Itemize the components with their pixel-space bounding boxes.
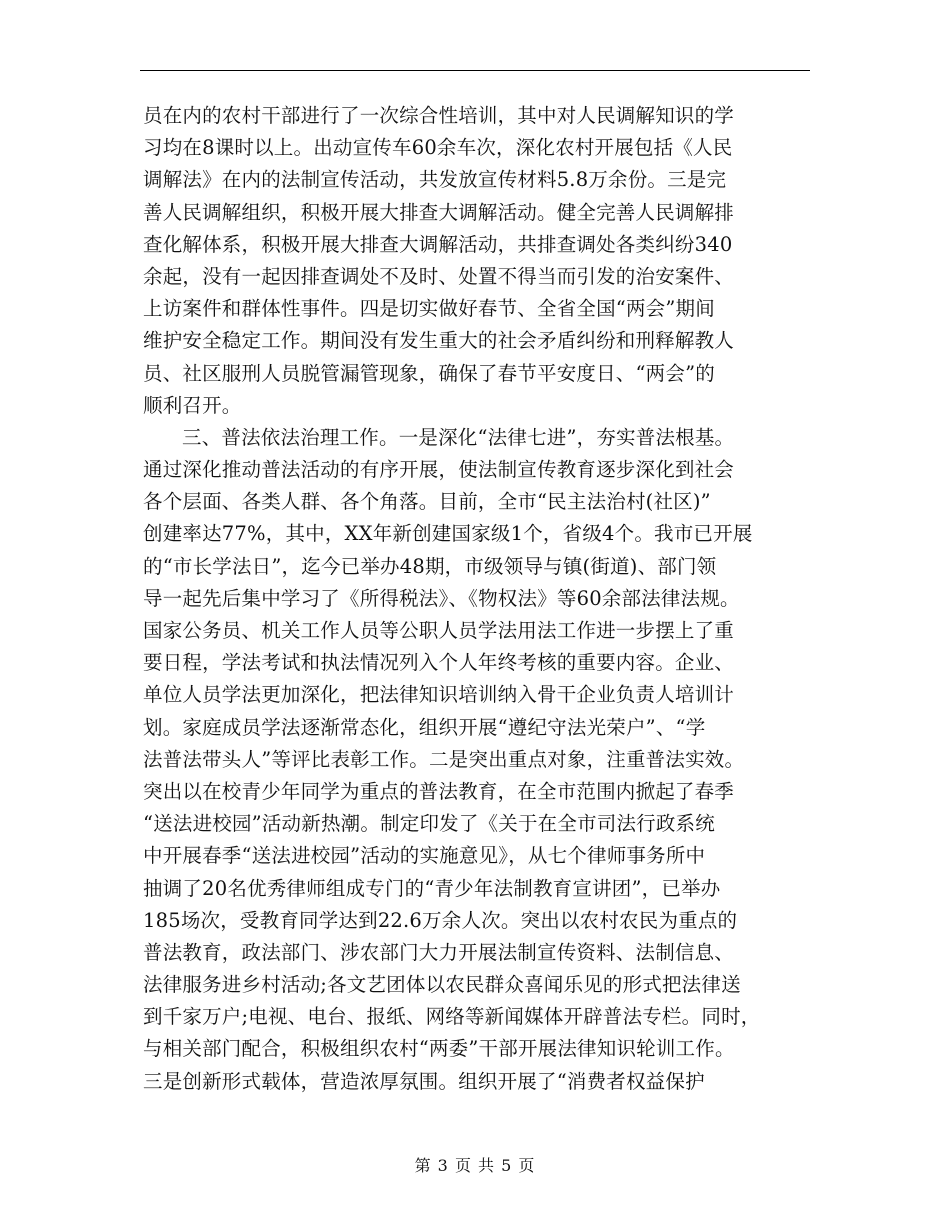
text-line: 法律服务进乡村活动;各文艺团体以农民群众喜闻乐见的形式把法律送 <box>143 973 741 997</box>
page-footer: 第 3 页 共 5 页 <box>414 1156 536 1175</box>
text-line: 员、社区服刑人员脱管漏管现象，确保了春节平安度日、“两会”的 <box>143 361 715 385</box>
text-line: 维护安全稳定工作。期间没有发生重大的社会矛盾纠纷和刑释解教人 <box>143 329 735 353</box>
text-line: 导一起先后集中学习了《所得税法》、《物权法》等60余部法律法规。 <box>143 586 740 610</box>
text-line: 三是创新形式载体，营造浓厚氛围。组织开展了“消费者权益保护 <box>143 1069 705 1093</box>
text-line: 查化解体系，积极开展大排查大调解活动，共排查调处各类纠纷340 <box>143 232 733 256</box>
text-line: 单位人员学法更加深化，把法律知识培训纳入骨干企业负责人培训计 <box>143 683 735 707</box>
body-text <box>143 100 823 1098</box>
text-line: 创建率达77%，其中，XX年新创建国家级1个，省级4个。我市已开展 <box>143 522 753 546</box>
text-line: 习均在8课时以上。出动宣传车60余车次，深化农村开展包括《人民 <box>143 136 733 160</box>
text-line: 国家公务员、机关工作人员等公职人员学法用法工作进一步摆上了重 <box>143 619 735 642</box>
text-line: 中开展春季“送法进校园”活动的实施意见》，从七个律师事务所中 <box>143 844 706 868</box>
text-line: 顺利召开。 <box>143 393 242 417</box>
text-line: 要日程，学法考试和执法情况列入个人年终考核的重要内容。企业、 <box>143 651 735 675</box>
text-line: 员在内的农村干部进行了一次综合性培训，其中对人民调解知识的学 <box>143 104 735 127</box>
text-line: 的“市长学法日”，迄今已举办48期，市级领导与镇(街道)、部门领 <box>143 554 717 578</box>
text-line: 法普法带头人”等评比表彰工作。二是突出重点对象，注重普法实效。 <box>143 747 745 771</box>
text-line: 与相关部门配合，积极组织农村“两委”干部开展法律知识轮训工作。 <box>143 1037 735 1061</box>
text-line: 余起，没有一起因排查调处不及时、处置不得当而引发的治安案件、 <box>143 264 735 288</box>
text-line: 185场次，受教育同学达到22.6万余人次。突出以农村农民为重点的 <box>143 908 738 932</box>
text-line: 各个层面、各类人群、各个角落。目前，全市“民主法治村(社区)” <box>143 490 711 514</box>
text-line: 突出以在校青少年同学为重点的普法教育，在全市范围内掀起了春季 <box>143 779 735 803</box>
text-line: 划。家庭成员学法逐渐常态化，组织开展“遵纪守法光荣户”、“学 <box>143 715 706 739</box>
text-line: 抽调了20名优秀律师组成专门的“青少年法制教育宣讲团”，已举办 <box>143 876 721 900</box>
text-line: 上访案件和群体性事件。四是切实做好春节、全省全国“两会”期间 <box>143 297 715 321</box>
text-line: 通过深化推动普法活动的有序开展，使法制宣传教育逐步深化到社会 <box>143 458 735 482</box>
text-line: “送法进校园”活动新热潮。制定印发了《关于在全市司法行政系统 <box>143 812 715 836</box>
header-rule <box>140 70 810 71</box>
text-line: 善人民调解组织，积极开展大排查大调解活动。健全完善人民调解排 <box>143 200 735 224</box>
text-line: 到千家万户;电视、电台、报纸、网络等新闻媒体开辟普法专栏。同时， <box>143 1005 761 1029</box>
section-heading-line: 三、普法依法治理工作。一是深化“法律七进”，夯实普法根基。 <box>182 425 735 449</box>
text-line: 调解法》在内的法制宣传活动，共发放宣传材料5.8万余份。三是完 <box>143 168 727 192</box>
text-line: 普法教育，政法部门、涉农部门大力开展法制宣传资料、法制信息、 <box>143 940 735 964</box>
